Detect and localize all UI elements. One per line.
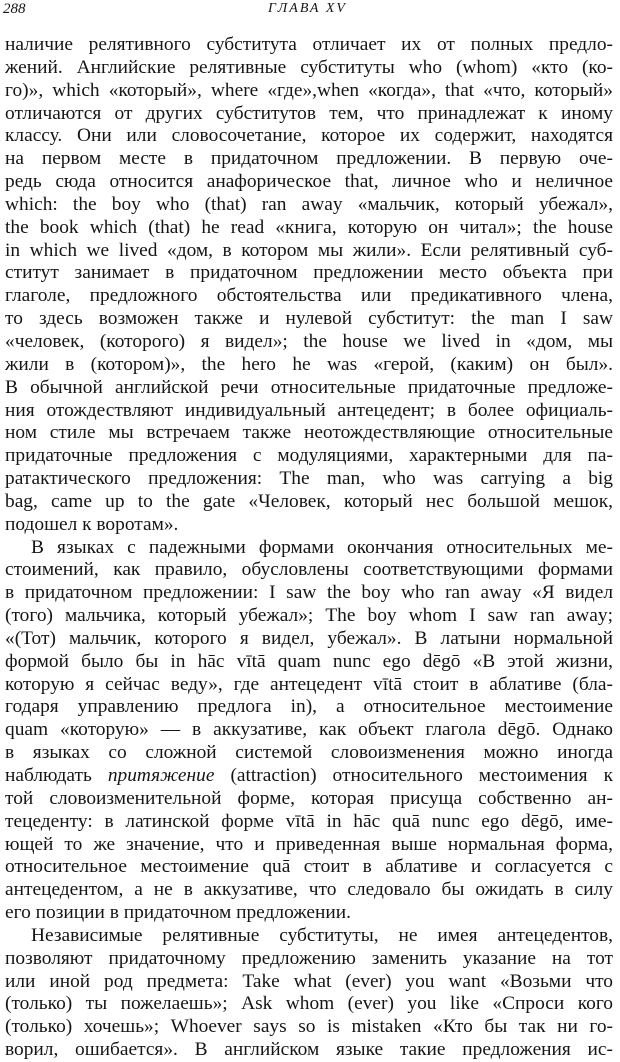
text-line: ном стиле мы встречаем также неотождествляющие относительные <box>5 422 613 444</box>
body-text <box>5 34 613 1061</box>
page-number: 288 <box>3 1 26 17</box>
text-line: которую я сейчас веду», где антецедент vītā стоит в аблативе (бла- <box>5 673 613 695</box>
text-line: той словоизменительной форме, которая присуща собственно ан- <box>5 787 613 809</box>
text-line: в языках со сложной системой словоизменения можно иногда <box>5 742 613 764</box>
text-line: жений. Английские релятивные субституты who (whom) «кто (ко- <box>5 56 613 78</box>
text-line: ворил, ошибается». В английском языке такие предложения ис- <box>5 1039 613 1061</box>
text-line: (только) хочешь»; Whoever says so is mistaken «Кто бы так ни го- <box>5 1016 613 1038</box>
text-line: (только) ты пожелаешь»; Ask whom (ever) you like «Спроси кого <box>5 993 613 1015</box>
chapter-title: ГЛАВА XV <box>268 1 347 16</box>
text-line: редь сюда относится анафорическое that, личное who и неличное <box>5 171 613 193</box>
text-line: стоимений, как правило, обусловлены соответствующими формами <box>5 559 613 581</box>
text-line: в придаточном предложении: I saw the boy who ran away «Я видел <box>5 582 613 604</box>
text-line: bag, came up to the gate «Человек, который нес большой мешок, <box>5 490 613 512</box>
text-line: ющей то же значение, что и приведенная выше нормальная форма, <box>5 833 613 855</box>
text-line: антецедентом, а не в аккузативе, что следовало бы ожидать в силу <box>5 879 613 901</box>
text-line: the book which (that) he read «книга, которую он читал»; the house <box>5 216 613 238</box>
text-line: отличаются от других субститутов тем, что принадлежат к иному <box>5 102 613 124</box>
text-line: ститут занимает в придаточном предложении место объекта при <box>5 262 613 284</box>
text-line: на первом месте в придаточном предложении. В первую оче- <box>5 148 613 170</box>
text-line: ратактического предложения: The man, who was carrying a big <box>5 468 613 490</box>
text-line: В обычной английской речи относительные придаточные предложе- <box>5 376 613 398</box>
text-line: (того) мальчика, который убежал»; The boy whom I saw ran away; <box>5 605 613 627</box>
text-line: годаря управлению предлога in), а относительное местоимение <box>5 696 613 718</box>
text-line: наблюдать притяжение (attraction) относительного местоимения к <box>5 765 613 786</box>
text-line: жили в (котором)», the hero he was «герой, (каким) он был». <box>5 353 613 375</box>
text-line: его позиции в придаточном предложении. <box>5 902 352 924</box>
text-line: относительное местоимение quā стоит в аблативе и согласуется с <box>5 856 613 878</box>
text-line: наличие релятивного субститута отличает их от полных предло- <box>5 34 613 55</box>
text-line: ния отождествляют индивидуальный антецедент; в более официаль- <box>5 399 613 421</box>
text-line: тецеденту: в латинской форме vītā in hāc quā nunc ego dēgō, име- <box>5 810 613 832</box>
text-line: или иной род предмета: Take what (ever) you want «Возьми что <box>5 970 613 992</box>
text-line: «человек, (которого) я видел»; the house we lived in «дом, мы <box>5 330 613 352</box>
text-line: in which we lived «дом, в котором мы жили». Если релятивный суб- <box>5 239 613 261</box>
text-line: подошел к воротам». <box>5 513 179 535</box>
text-line: классу. Они или словосочетание, которое их содержит, находятся <box>5 125 613 147</box>
text-line: глаголе, предложного обстоятельства или предикативного члена, <box>5 285 613 307</box>
text-line: quam «которую» — в аккузативе, как объект глагола dēgō. Однако <box>5 719 613 741</box>
text-line: «(Тот) мальчик, которого я видел, убежал». В латыни нормальной <box>5 627 613 649</box>
text-line: Независимые релятивные субституты, не имея антецедентов, <box>31 924 613 946</box>
text-line: В языках с падежными формами окончания относительных ме- <box>31 536 613 558</box>
text-line: позволяют придаточному предложению заменить указание на тот <box>5 947 613 969</box>
text-line: придаточные предложения с модуляциями, характерными для па- <box>5 445 613 467</box>
text-line: го)», which «который», where «где»,when «когда», that «что, который» <box>5 79 613 101</box>
text-line: which: the boy who (that) ran away «мальчик, который убежал», <box>5 193 613 215</box>
text-line: формой было бы in hāc vītā quam nunc ego dēgō «В этой жизни, <box>5 650 613 672</box>
text-line: то здесь возможен также и нулевой субститут: the man I saw <box>5 308 613 330</box>
page-header <box>3 1 612 21</box>
